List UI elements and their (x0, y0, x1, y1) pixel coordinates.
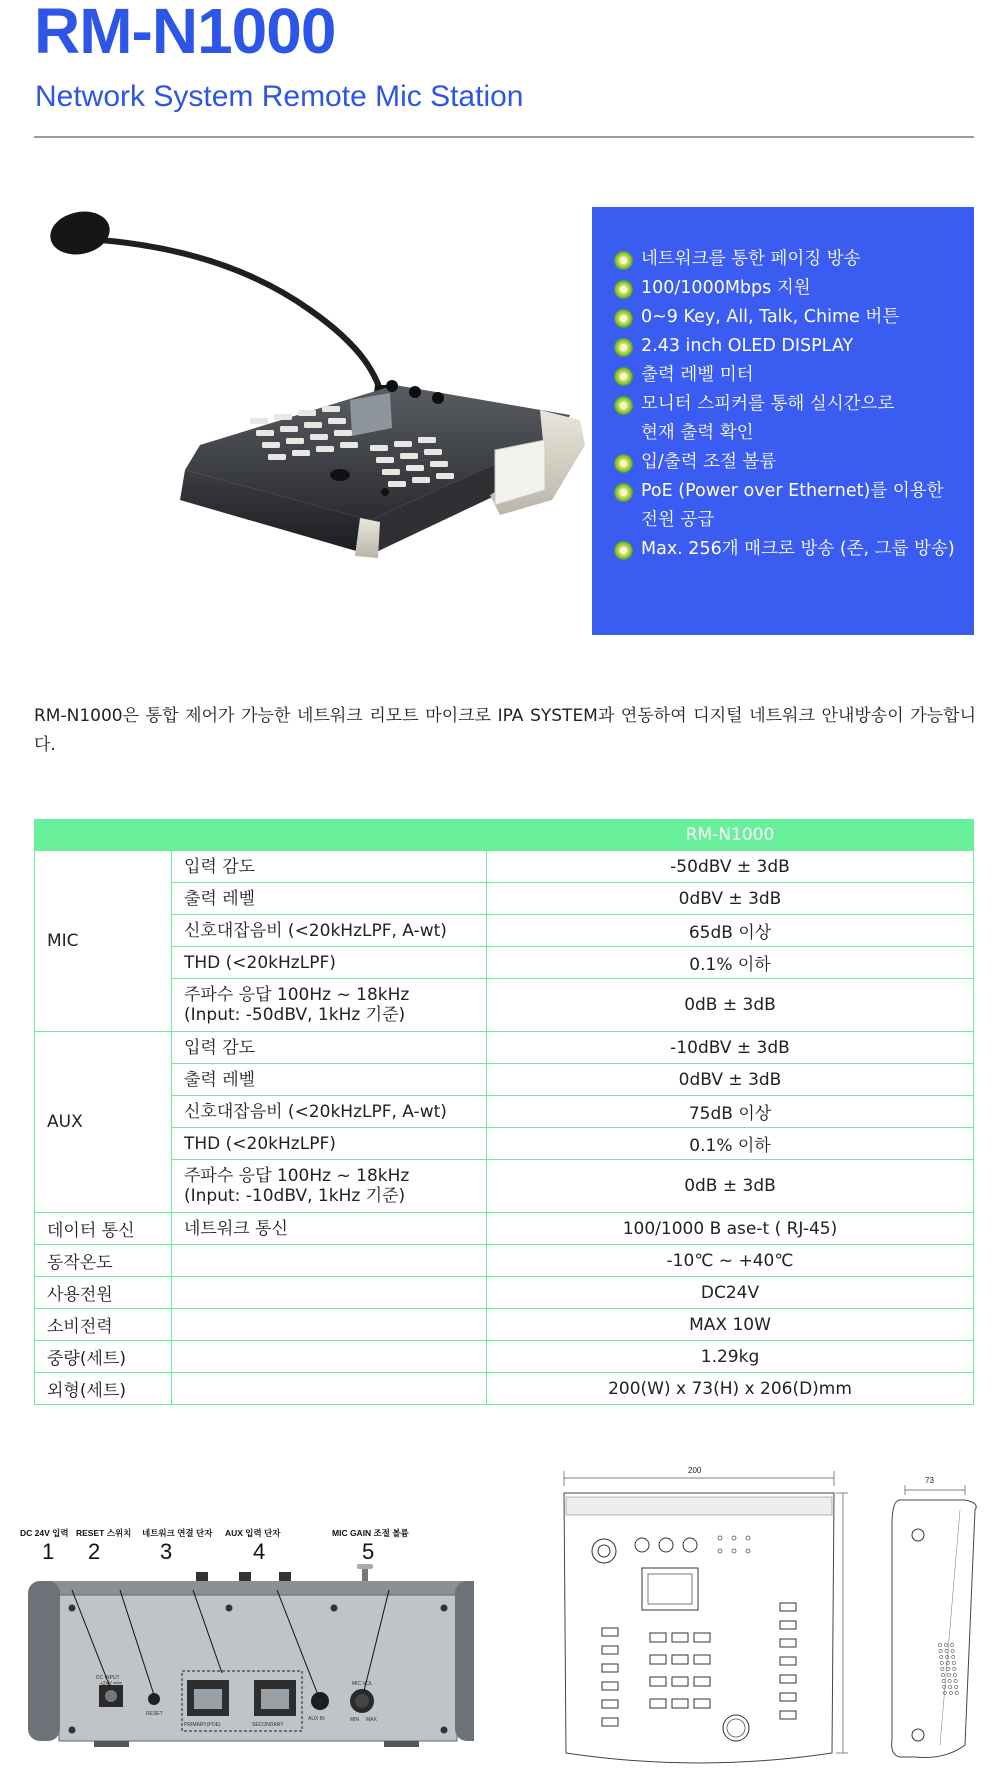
spec-item: 네트워크 통신 (172, 1213, 487, 1245)
spec-row (35, 883, 974, 915)
port-label-min: MIN (350, 1717, 360, 1723)
rear-callout-number: 4 (253, 1539, 266, 1564)
product-key (250, 418, 268, 424)
spec-row (35, 1064, 974, 1096)
bullet-icon (614, 367, 633, 386)
product-key (340, 442, 358, 448)
product-image (40, 200, 590, 600)
product-key (286, 438, 304, 444)
feature-text: Max. 256개 매크로 방송 (존, 그룹 방송) (641, 539, 955, 559)
header-divider (34, 136, 974, 138)
spec-row (35, 1128, 974, 1160)
port-label-primary: PRIMARY(POE) (184, 1722, 221, 1728)
spec-row (35, 1341, 974, 1373)
spec-row (35, 1277, 974, 1309)
feature-text: 모니터 스피커를 통해 실시간으로 (641, 394, 895, 414)
product-model-title: RM-N1000 (34, 0, 336, 67)
feature-text-continued: 현재 출력 확인 (641, 423, 754, 443)
spec-category: 소비전력 (35, 1309, 172, 1341)
rear-panel-diagram (20, 1475, 474, 1775)
port-label-aux: AUX IN (308, 1716, 325, 1722)
port-label-mic: MIC VOL (352, 1681, 373, 1687)
spec-header-row (35, 820, 974, 851)
port-label-dc: DC INPUT (96, 1675, 120, 1681)
bullet-icon (614, 541, 633, 560)
rear-callout-label: DC 24V 입력 (20, 1528, 69, 1538)
product-key (262, 442, 280, 448)
spec-value: 0dB ± 3dB (487, 979, 974, 1032)
rear-callout-number: 5 (362, 1539, 375, 1564)
product-key (406, 465, 424, 471)
feature-text: 100/1000Mbps 지원 (641, 278, 811, 298)
top-view-width-dimension: 200 (688, 1466, 702, 1475)
product-description: RM-N1000은 통합 제어가 가능한 네트워크 리모트 마이크로 IPA SYSTEM과 연동하여 디지털 네트워크 안내방송이 가능합니다. (34, 706, 976, 755)
product-key (418, 437, 436, 443)
product-subtitle: Network System Remote Mic Station (35, 80, 524, 113)
spec-item (172, 1128, 487, 1160)
spec-category: 사용전원 (35, 1277, 172, 1309)
feature-list (592, 207, 974, 564)
spec-item (172, 1160, 487, 1213)
spec-item-label: THD (<20kHzLPF) (184, 1133, 336, 1154)
bullet-icon (614, 338, 633, 357)
spec-value: 0dBV ± 3dB (487, 1064, 974, 1096)
spec-category: 데이터 통신 (35, 1213, 172, 1245)
feature-text: 입/출력 조절 볼륨 (641, 452, 777, 472)
spec-row (35, 1373, 974, 1405)
rear-callout-number: 2 (88, 1539, 101, 1564)
feature-item (614, 361, 974, 390)
spec-category: 동작온도 (35, 1245, 172, 1277)
product-key (256, 430, 274, 436)
spec-value: DC24V (487, 1277, 974, 1309)
product-key (316, 446, 334, 452)
spec-item-condition: (Input: -10dBV, 1kHz 기준) (184, 1186, 406, 1206)
product-key (370, 445, 388, 451)
feature-list-panel (592, 207, 974, 635)
spec-item (172, 1277, 487, 1309)
side-view-drawing (870, 1465, 980, 1765)
product-key (280, 426, 298, 432)
spec-row (35, 915, 974, 947)
feature-text: 네트워크를 통한 페이징 방송 (641, 249, 861, 269)
product-key (388, 481, 406, 487)
spec-item-label: 입력 감도 (184, 1037, 256, 1058)
spec-item (172, 1341, 487, 1373)
feature-item (614, 274, 974, 303)
spec-row (35, 1160, 974, 1213)
product-key (376, 457, 394, 463)
spec-item-label: 입력 감도 (184, 856, 256, 877)
spec-item-label: 출력 레벨 (184, 1069, 256, 1090)
spec-category-aux: AUX (35, 1032, 172, 1213)
spec-item (172, 1245, 487, 1277)
port-label-max: MAX (366, 1717, 377, 1723)
side-view-height-dimension: 73 (925, 1476, 934, 1485)
spec-row (35, 1245, 974, 1277)
product-key (412, 477, 430, 483)
spec-value: 0dB ± 3dB (487, 1160, 974, 1213)
spec-item-label: 신호대잡음비 (<20kHzLPF, A-wt) (184, 1101, 447, 1122)
product-key (322, 406, 340, 412)
feature-text: PoE (Power over Ethernet)를 이용한 (641, 481, 944, 501)
spec-value: 75dB 이상 (487, 1096, 974, 1128)
feature-item (614, 332, 974, 361)
spec-value: 1.29kg (487, 1341, 974, 1373)
spec-item (172, 883, 487, 915)
rear-callout-label: RESET 스위치 (76, 1528, 132, 1538)
spec-item-label: 주파수 응답 100Hz ~ 18kHz (184, 985, 410, 1005)
feature-text: 2.43 inch OLED DISPLAY (641, 336, 854, 356)
product-key (274, 414, 292, 420)
spec-category-mic: MIC (35, 851, 172, 1032)
bullet-icon (614, 454, 633, 473)
spec-item (172, 1064, 487, 1096)
product-key (334, 430, 352, 436)
spec-row (35, 1096, 974, 1128)
spec-value: 100/1000 B ase-t ( RJ-45) (487, 1213, 974, 1245)
spec-value: 0.1% 이하 (487, 947, 974, 979)
specification-table (34, 819, 974, 1405)
product-key (382, 469, 400, 475)
spec-header-model: RM-N1000 (487, 820, 974, 851)
product-key (400, 453, 418, 459)
feature-item (614, 303, 974, 332)
product-key (424, 449, 442, 455)
feature-item (614, 390, 974, 448)
bullet-icon (614, 251, 633, 270)
bullet-icon (614, 396, 633, 415)
spec-item-label: 주파수 응답 100Hz ~ 18kHz (184, 1166, 410, 1186)
spec-item (172, 1373, 487, 1405)
spec-row (35, 1032, 974, 1064)
product-key (298, 410, 316, 416)
product-key (310, 434, 328, 440)
product-key (394, 441, 412, 447)
spec-value: -50dBV ± 3dB (487, 851, 974, 883)
feature-text: 출력 레벨 미터 (641, 365, 754, 385)
spec-item (172, 1309, 487, 1341)
spec-row (35, 1309, 974, 1341)
rear-callout-label: 네트워크 연결 단자 (142, 1528, 213, 1538)
spec-item-condition: (Input: -50dBV, 1kHz 기준) (184, 1005, 406, 1025)
spec-value: 0dBV ± 3dB (487, 883, 974, 915)
port-label-dc-sub: +24V === (100, 1681, 122, 1687)
spec-value: 200(W) x 73(H) x 206(D)mm (487, 1373, 974, 1405)
spec-value: -10dBV ± 3dB (487, 1032, 974, 1064)
spec-item-label: 신호대잡음비 (<20kHzLPF, A-wt) (184, 920, 447, 941)
rear-callout-label: AUX 입력 단자 (225, 1528, 281, 1538)
spec-category: 외형(세트) (35, 1373, 172, 1405)
spec-item-label: THD (<20kHzLPF) (184, 952, 336, 973)
spec-item-label: 출력 레벨 (184, 888, 256, 909)
bullet-icon (614, 309, 633, 328)
spec-header-empty (35, 820, 487, 851)
feature-item (614, 535, 974, 564)
spec-row (35, 851, 974, 883)
spec-row (35, 979, 974, 1032)
spec-row (35, 1213, 974, 1245)
rear-callout-label: MIC GAIN 조절 볼륨 (332, 1528, 409, 1538)
spec-item (172, 947, 487, 979)
bullet-icon (614, 280, 633, 299)
rear-panel-drawing (24, 1475, 474, 1775)
product-key (268, 454, 286, 460)
spec-value: 0.1% 이하 (487, 1128, 974, 1160)
spec-item (172, 1032, 487, 1064)
spec-item (172, 1096, 487, 1128)
product-key (292, 450, 310, 456)
spec-item (172, 979, 487, 1032)
spec-row (35, 947, 974, 979)
spec-item (172, 915, 487, 947)
product-key (328, 418, 346, 424)
port-label-reset: RESET (146, 1711, 163, 1717)
product-key (304, 422, 322, 428)
product-key (436, 473, 454, 479)
spec-value: MAX 10W (487, 1309, 974, 1341)
feature-text-continued: 전원 공급 (641, 510, 715, 530)
spec-value: -10℃ ~ +40℃ (487, 1245, 974, 1277)
rear-callout-number: 3 (160, 1539, 173, 1564)
rear-callout-number: 1 (42, 1539, 55, 1564)
feature-item (614, 245, 974, 274)
spec-category: 중량(세트) (35, 1341, 172, 1373)
feature-text: 0~9 Key, All, Talk, Chime 버튼 (641, 307, 900, 327)
feature-item (614, 448, 974, 477)
spec-value: 65dB 이상 (487, 915, 974, 947)
top-view-drawing (548, 1453, 848, 1768)
feature-item (614, 477, 974, 535)
bullet-icon (614, 483, 633, 502)
port-label-secondary: SECONDARY (252, 1722, 284, 1728)
spec-item (172, 851, 487, 883)
product-key (430, 461, 448, 467)
